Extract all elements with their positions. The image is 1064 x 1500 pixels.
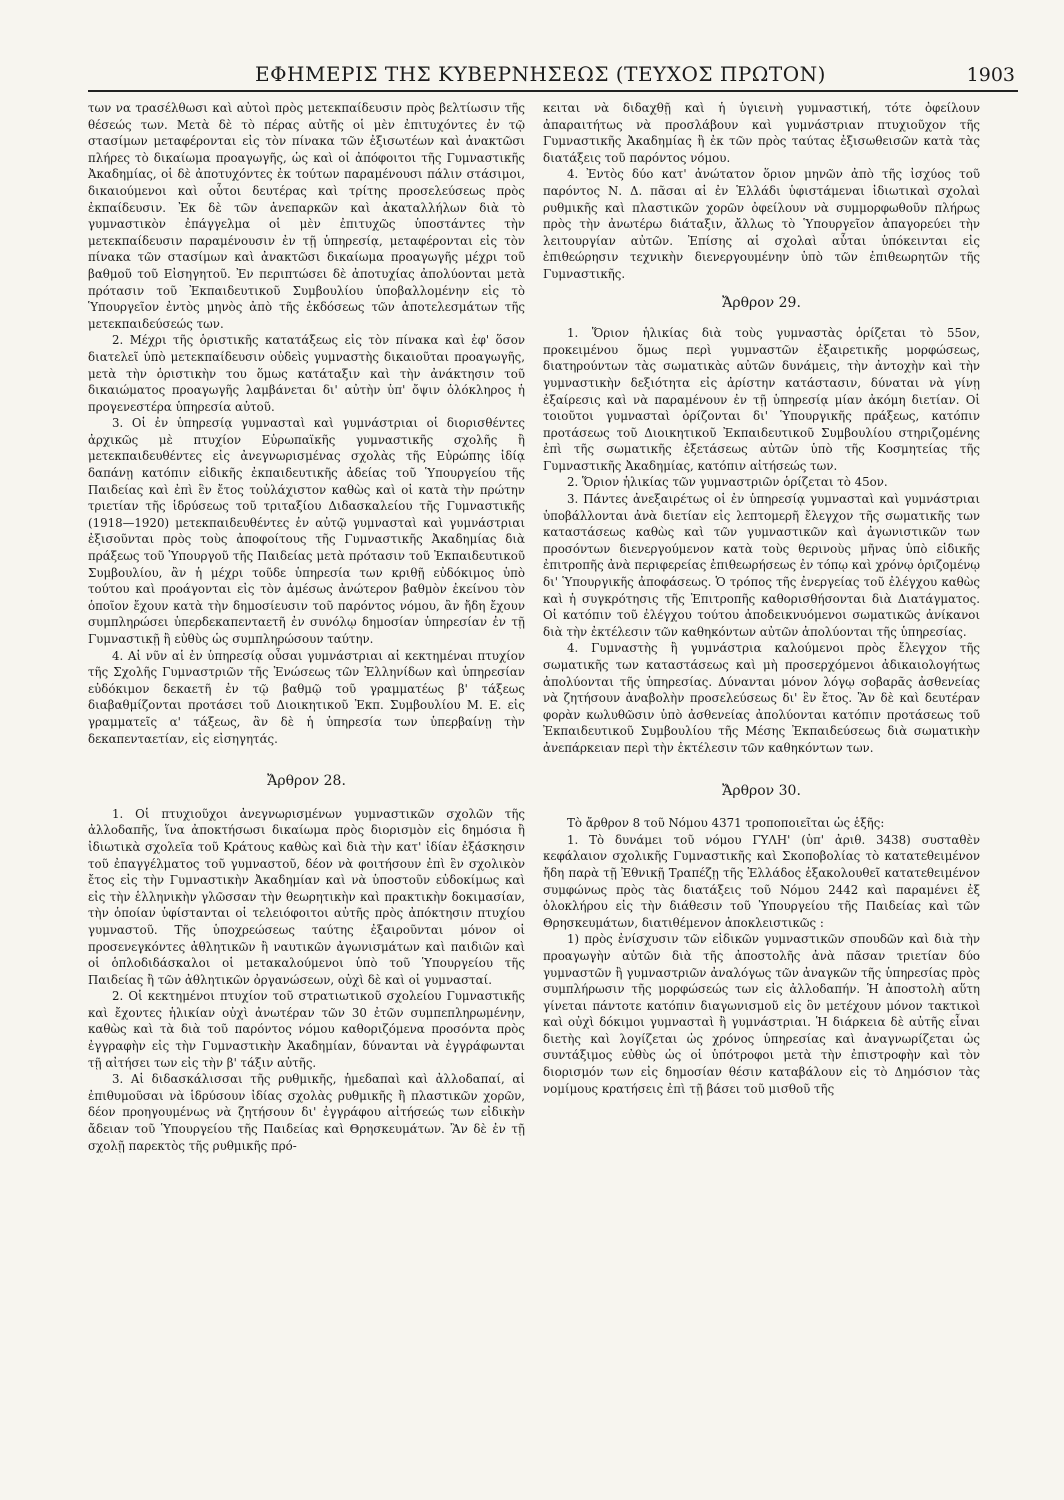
right-column [543, 100, 980, 1097]
gazette-title: ΕΦΗΜΕΡΙΣ ΤΗΣ ΚΥΒΕΡΝΗΣΕΩΣ (ΤΕΥΧΟΣ ΠΡΩΤΟΝ) [255, 62, 826, 86]
paragraph: των να τρασέλθωσι καὶ αὐτοὶ πρὸς μετεκπαίδευσιν πρὸς βελτίωσιν τῆς θέσεώς των. Μετὰ δὲ τὸ πέρας αὐτῆς οἱ μὲν ἐπιτυχόντες ἐν τῷ στασίμων μεταφέρονται εἰς τὸν πίνακα τῶν ἐξισωτέων καὶ ἀνακτῶσι πλήρες τὸ δικαίωμα προαγωγῆς, ὡς καὶ οἱ ἀπόφοιτοι τῆς Γυμναστικῆς Ἀκαδημίας, οἱ δὲ ἀποτυχόντες ἐκ τούτων παραμένουσι πάλιν στάσιμοι, δικαιούμενοι καὶ οὗτοι δευτέρας καὶ τρίτης προσελεύσεως πρὸς ἐκπαίδευσιν. Ἐκ δὲ τῶν ἀνεπαρκῶν καὶ ἀκαταλλήλων διὰ τὸ γυμναστικὸν ἐπάγγελμα οἱ μὲν ἐπιτυχῶς ὑποστάντες τὴν μετεκπαίδευσιν παραμένουσιν ἐν τῇ ὑπηρεσίᾳ, μεταφέρονται εἰς τὸν πίνακα τῶν στασίμων καὶ ἀνακτῶσι δικαίωμα προαγωγῆς μέχρι τοῦ βαθμοῦ τοῦ Εἰσηγητοῦ. Ἐν περιπτώσει δὲ ἀποτυχίας ἀπολύονται μετὰ πρότασιν τοῦ Ἐκπαιδευτικοῦ Συμβουλίου ὑποβαλλομένην εἰς τὸ Ὑπουργεῖον ἐντὸς μηνὸς ἀπὸ τῆς ἐκδόσεως τῶν ἀποτελεσμάτων τῆς μετεκπαιδεύσεώς των. [88, 101, 525, 331]
paragraph: 1. Τὸ δυνάμει τοῦ νόμου ΓΥΛΗ' (ὑπ' ἀριθ. 3438) συσταθὲν κεφάλαιον σχολικῆς Γυμναστικῆς καὶ Σκοποβολίας τὸ κατατεθειμένον ἤδη παρὰ τῇ Ἐθνικῇ Τραπέζῃ τῆς Ἑλλάδος ἐξακολουθεῖ κατατεθειμένον συμφώνως πρὸς τὰς διατάξεις τοῦ Νόμου 2442 καὶ παραμένει ἐξ ὁλοκλήρου εἰς τὴν διάθεσιν τοῦ Ὑπουργείου τῆς Παιδείας καὶ τῶν Θρησκευμάτων, διατιθέμενον ἀποκλειστικῶς : [543, 832, 980, 930]
paragraph: 1. Οἱ πτυχιοῦχοι ἀνεγνωρισμένων γυμναστικῶν σχολῶν τῆς ἀλλοδαπῆς, ἵνα ἀποκτήσωσι δικαίωμα πρὸς διορισμὸν εἰς δημόσια ἢ ἰδιωτικὰ σχολεῖα τοῦ Κράτους καθὼς καὶ διὰ τὴν κατ' ἰδίαν ἐξάσκησιν τοῦ ἐπαγγέλματος τοῦ γυμναστοῦ, δέον νὰ φοιτήσουν ἐπὶ ἓν σχολικὸν ἔτος εἰς τὴν Γυμναστικὴν Ἀκαδημίαν καὶ νὰ ὑποστοῦν εὐδοκίμως καὶ εἰς τὴν ἑλληνικὴν γλῶσσαν τὴν θεωρητικὴν καὶ πρακτικὴν δοκιμασίαν, τὴν ὁποίαν ὑφίστανται οἱ τελειόφοιτοι αὐτῆς πρὸς ἀπόκτησιν πτυχίου γυμναστοῦ. Τῆς ὑποχρεώσεως ταύτης ἐξαιροῦνται μόνον οἱ προσενεγκόντες ἀθλητικῶν ἢ ναυτικῶν ἀγωνισμάτων καὶ παιδιῶν καὶ οἱ ὁπλοδιδάσκαλοι οἱ μετακαλούμενοι ὑπὸ τοῦ Ὑπουργείου τῆς Παιδείας ἢ τῶν ἀθλητικῶν ὀργανώσεων, οὐχὶ δὲ καὶ οἱ γυμνασταί. [88, 806, 525, 987]
paragraph: 4. Γυμναστὴς ἢ γυμνάστρια καλούμενοι πρὸς ἔλεγχον τῆς σωματικῆς των καταστάσεως καὶ μὴ προσερχόμενοι ἀδικαιολογήτως ἀπολύονται τῆς ὑπηρεσίας. Δύνανται μόνον λόγῳ σοβαρᾶς ἀσθενείας νὰ ζητήσουν ἀναβολὴν προσελεύσεως δι' ἓν ἔτος. Ἂν δὲ καὶ δευτέραν φορὰν κωλυθῶσιν ὑπὸ ἀσθενείας ἀπολύονται κατόπιν προτάσεως τοῦ Ἐκπαιδευτικοῦ Συμβουλίου τῆς Μέσης Ἐκπαιδεύσεως διὰ σωματικὴν ἀνεπάρκειαν περὶ τὴν ἐκτέλεσιν τῶν καθηκόντων των. [543, 641, 980, 755]
paragraph: 3. Αἱ διδασκάλισσαι τῆς ρυθμικῆς, ἡμεδαπαὶ καὶ ἀλλοδαπαί, αἱ ἐπιθυμοῦσαι νὰ ἱδρύσουν ἰδίας σχολὰς ρυθμικῆς ἢ πλαστικῶν χορῶν, δέον προηγουμένως νὰ ζητήσουν δι' ἐγγράφου αἰτήσεώς των εἰδικὴν ἄδειαν τοῦ Ὑπουργείου τῆς Παιδείας καὶ Θρησκευμάτων. Ἂν δὲ ἐν τῇ σχολῇ παρεκτὸς τῆς ρυθμικῆς πρό- [88, 1072, 525, 1153]
paragraph: 2. Ὅριον ἡλικίας τῶν γυμναστριῶν ὁρίζεται τὸ 45ον. [567, 475, 888, 490]
left-column [88, 100, 525, 1154]
paragraph: 4. Ἐντὸς δύο κατ' ἀνώτατον ὅριον μηνῶν ἀπὸ τῆς ἰσχύος τοῦ παρόντος Ν. Δ. πᾶσαι αἱ ἐν Ἑλλάδι ὑφιστάμεναι ἰδιωτικαὶ σχολαὶ ρυθμικῆς καὶ πλαστικῶν χορῶν ὀφείλουν νὰ συμμορφωθοῦν πλήρως πρὸς τὴν ἀνωτέρω διάταξιν, ἄλλως τὸ Ὑπουργεῖον ἀπαγορεύει τὴν λειτουργίαν αὐτῶν. Ἐπίσης αἱ σχολαὶ αὗται ὑπόκεινται εἰς ἐπιθεώρησιν τεχνικὴν διενεργουμένην ὑπὸ τῶν ἐπιθεωρητῶν τῆς Γυμναστικῆς. [543, 167, 980, 281]
paragraph: 1. Ὅριον ἡλικίας διὰ τοὺς γυμναστὰς ὁρίζεται τὸ 55ον, προκειμένου ὅμως περὶ γυμναστῶν ἐξαιρετικῆς μορφώσεως, διατηρούντων τὰς σωματικὰς αὐτῶν δυνάμεις, τὴν ἀντοχὴν καὶ τὴν γυμναστικὴν δεξιότητα εἰς ἀρίστην κατάστασιν, δύναται νὰ γίνῃ ἐξαίρεσις καὶ νὰ παραμένουν ἐν τῇ ὑπηρεσίᾳ μίαν ἀκόμη διετίαν. Οἱ τοιοῦτοι γυμνασταὶ ὁρίζονται δι' Ὑπουργικῆς πράξεως, κατόπιν προτάσεως τοῦ Διοικητικοῦ Ἐκπαιδευτικοῦ Συμβουλίου στηριζομένης ἐπὶ τῆς σωματικῆς ἐξετάσεως αὐτῶν ὑπὸ τῆς Κοσμητείας τῆς Γυμναστικῆς Ἀκαδημίας, κατόπιν αἰτήσεώς των. [543, 326, 980, 473]
paragraph: κειται νὰ διδαχθῇ καὶ ἡ ὑγιεινὴ γυμναστική, τότε ὀφείλουν ἀπαραιτήτως νὰ προσλάβουν καὶ γυμνάστριαν πτυχιοῦχον τῆς Γυμναστικῆς Ἀκαδημίας ἢ ἐκ τῶν πρὸς ταύτας ἐξισωθεισῶν κατὰ τὰς διατάξεις τοῦ παρόντος νόμου. [543, 101, 980, 165]
paragraph: 3. Οἱ ἐν ὑπηρεσίᾳ γυμνασταὶ καὶ γυμνάστριαι οἱ διορισθέντες ἀρχικῶς μὲ πτυχίον Εὐρωπαϊκῆς γυμναστικῆς σχολῆς ἢ μετεκπαιδευθέντες εἰς ἀνεγνωρισμένας σχολὰς τῆς Εὐρώπης ἰδίᾳ δαπάνῃ κατόπιν εἰδικῆς ἐκπαιδευτικῆς ἀδείας τοῦ Ὑπουργείου τῆς Παιδείας καὶ ἐπὶ ἓν ἔτος τοὐλάχιστον καθὼς καὶ οἱ κατὰ τὴν πρώτην τριετίαν τῆς ἱδρύσεως τοῦ τριταξίου Διδασκαλείου τῆς Γυμναστικῆς (1918—1920) μετεκπαιδευθέντες ἐν αὐτῷ γυμνασταὶ καὶ γυμνάστριαι ἐξισοῦνται πρὸς τοὺς ἀποφοίτους τῆς Γυμναστικῆς Ἀκαδημίας διὰ πράξεως τοῦ Ὑπουργοῦ τῆς Παιδείας μετὰ πρότασιν τοῦ Ἐκπαιδευτικοῦ Συμβουλίου, ἂν ἡ μέχρι τοῦδε ὑπηρεσία των κριθῇ εὐδόκιμος ὑπὸ τούτου καὶ προάγονται εἰς τὸν ἀμέσως ἀνώτερον βαθμὸν ἐκείνου τὸν ὁποῖον ἔχουν κατὰ τὴν δημοσίευσιν τοῦ παρόντος νόμου, ἂν ἤδη ἔχουν συμπληρώσει ὑπερδεκαπενταετῆ ἐν συνόλῳ δημοσίαν ὑπηρεσίαν ἐν τῇ Γυμναστικῇ ἢ εὐθὺς ὡς συμπληρώσουν ταύτην. [88, 416, 525, 646]
paragraph: 2. Μέχρι τῆς ὁριστικῆς κατατάξεως εἰς τὸν πίνακα καὶ ἐφ' ὅσον διατελεῖ ὑπὸ μετεκπαίδευσιν οὐδεὶς γυμναστὴς δικαιοῦται προαγωγῆς, μετὰ τὴν ὁριστικὴν του ὅμως κατάταξιν καὶ τὴν ἀνάκτησιν τοῦ δικαιώματος προαγωγῆς λαμβάνεται δι' αὐτὴν ὑπ' ὄψιν ὁλόκληρος ἡ προγενεστέρα ὑπηρεσία αὐτοῦ. [88, 333, 525, 414]
paragraph: 4. Αἱ νῦν αἱ ἐν ὑπηρεσίᾳ οὖσαι γυμνάστριαι αἱ κεκτημέναι πτυχίον τῆς Σχολῆς Γυμναστριῶν τῆς Ἑνώσεως τῶν Ἑλληνίδων καὶ ὑπηρεσίαν εὐδόκιμον δεκαετῆ ἐν τῷ βαθμῷ τοῦ γραμματέως β' τάξεως διαβαθμίζονται προτάσει τοῦ Διοικητικοῦ Ἐκπ. Συμβουλίου Μ. Ε. εἰς γραμματεῖς α' τάξεως, ἂν δὲ ἡ ὑπηρεσία των ὑπερβαίνῃ τὴν δεκαπενταετίαν, εἰς εἰσηγητάς. [88, 648, 525, 746]
page-header [255, 62, 1015, 86]
article-heading: Ἄρθρον 30. [722, 782, 801, 799]
header-rule [88, 90, 1018, 92]
article-heading: Ἄρθρον 28. [267, 773, 346, 790]
page-number: 1903 [966, 64, 1015, 86]
paragraph: 2. Οἱ κεκτημένοι πτυχίον τοῦ στρατιωτικοῦ σχολείου Γυμναστικῆς καὶ ἔχοντες ἡλικίαν οὐχὶ ἀνωτέραν τῶν 30 ἐτῶν συμπεπληρωμένην, καθὼς καὶ τὰ διὰ τοῦ παρόντος νόμου καθοριζόμενα προσόντα πρὸς ἐγγραφὴν εἰς τὴν Γυμναστικὴν Ἀκαδημίαν, δύνανται νὰ ἐγγράφωνται τῇ αἰτήσει των εἰς τὴν β' τάξιν αὐτῆς. [88, 989, 525, 1070]
paragraph: 1) πρὸς ἐνίσχυσιν τῶν εἰδικῶν γυμναστικῶν σπουδῶν καὶ διὰ τὴν προαγωγὴν αὐτῶν διὰ τῆς ἀποστολῆς ἀνὰ πᾶσαν τριετίαν δύο γυμναστῶν ἢ γυμναστριῶν ἀναλόγως τῶν ἀναγκῶν τῆς ὑπηρεσίας πρὸς συμπλήρωσιν τῆς μορφώσεώς των εἰς ἀλλοδαπήν. Ἡ ἀποστολὴ αὕτη γίνεται πάντοτε κατόπιν διαγωνισμοῦ εἰς ὃν μετέχουν μόνον τακτικοὶ καὶ οὐχὶ δόκιμοι γυμνασταὶ ἢ γυμνάστριαι. Ἡ διάρκεια δὲ αὐτῆς εἶναι διετὴς καὶ λογίζεται ὡς χρόνος ὑπηρεσίας καὶ ἀναγνωρίζεται ὡς συντάξιμος εὐθὺς ὡς οἱ ὑπότροφοι μετὰ τὴν ἐπιστροφὴν καὶ τὸν διορισμόν των εἰς δημοσίαν θέσιν καταβάλουν εἰς τὸ Δημόσιον τὰς νομίμους κρατήσεις ἐπὶ τῇ βάσει τοῦ μισθοῦ τῆς [543, 932, 980, 1096]
article-heading: Ἄρθρον 29. [722, 294, 801, 311]
paragraph: Τὸ ἄρθρον 8 τοῦ Νόμου 4371 τροποποιεῖται ὡς ἑξῆς: [567, 816, 885, 831]
paragraph: 3. Πάντες ἀνεξαιρέτως οἱ ἐν ὑπηρεσίᾳ γυμνασταὶ καὶ γυμνάστριαι ὑποβάλλονται ἀνὰ διετίαν εἰς λεπτομερῆ ἔλεγχον τῆς σωματικῆς των καταστάσεως καθὼς καὶ τῶν γυμναστικῶν καὶ ἀγωνιστικῶν των προσόντων διενεργούμενον κατὰ τοὺς θερινοὺς μῆνας ὑπὸ εἰδικῆς ἐπιτροπῆς ἀνὰ περιφερείας ἐπιθεωρήσεως ἐν τόπῳ καὶ χρόνῳ ὁριζομένῳ δι' Ὑπουργικῆς ἀποφάσεως. Ὁ τρόπος τῆς ἐνεργείας τοῦ ἐλέγχου καθὼς καὶ ἡ συγκρότησις τῆς Ἐπιτροπῆς καθορισθήσονται διὰ Διατάγματος. Οἱ κατόπιν τοῦ ἐλέγχου τούτου ἀποδεικνυόμενοι σωματικῶς ἀνίκανοι διὰ τὴν ἐκτέλεσιν τῶν καθηκόντων αὐτῶν ἀπολύονται τῆς ὑπηρεσίας. [543, 492, 980, 639]
